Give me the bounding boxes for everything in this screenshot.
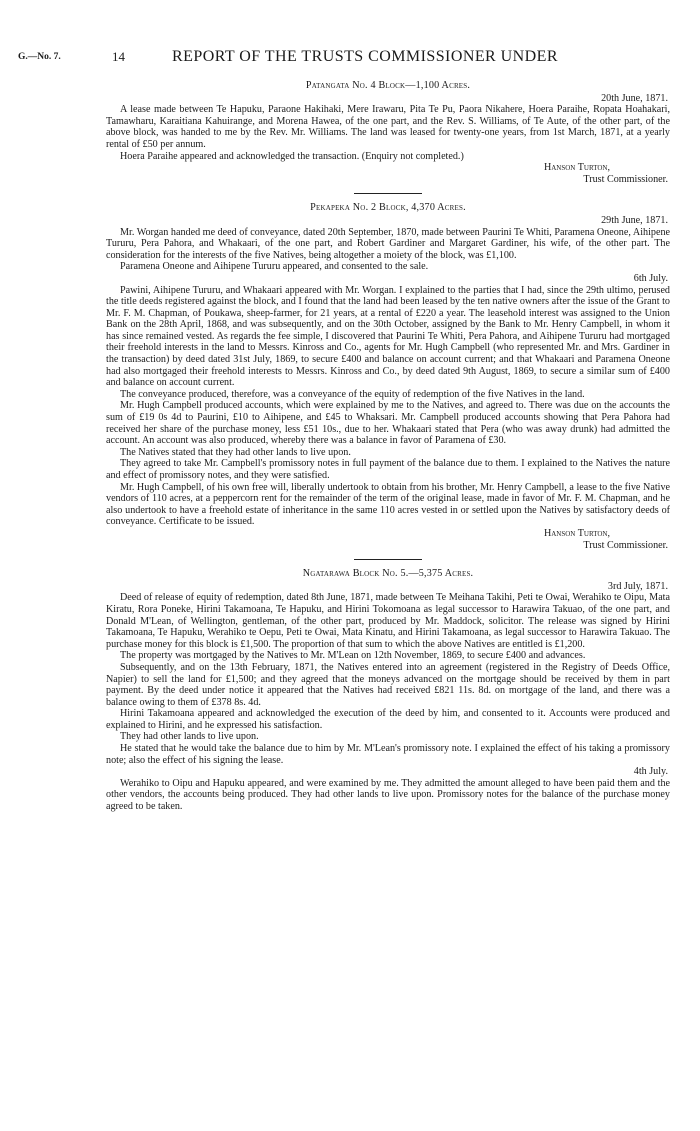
document-body: [106, 80, 670, 813]
entry-date: 29th June, 1871.: [601, 214, 668, 226]
paragraph: The Natives stated that they had other lands to live upon.: [120, 446, 351, 458]
paragraph: A lease made between Te Hapuku, Paraone Hakihaki, Mere Irawaru, Pita Te Pu, Paora Nikahere, Hoera Paraihe, Ropata Hoahakari, Tamawharu, Karaitiana Kahuirange, and Morena Hawea, of the one part, and the Rev. S. Williams, of Te Aute, of the other part, of the above block, was handed to me by the Rev. Mr. Williams. The land was leased for twenty-one years, from 1st March, 1871, at a yearly rental of £50 per annum.: [106, 104, 670, 150]
page-number: 14: [112, 49, 125, 64]
section-ngatarawa: [106, 568, 670, 812]
paragraph: The property was mortgaged by the Natives to Mr. M'Lean on 12th November, 1869, to secure £400 and advances.: [120, 650, 586, 662]
paragraph: He stated that he would take the balance due to him by Mr. M'Lean's promissory note. I explained the effect of his taking a promissory note; also the effect of his signing the lease.: [106, 743, 670, 766]
section-heading: Pekapeka No. 2 Block, 4,370 Acres.: [310, 202, 466, 214]
paragraph: Deed of release of equity of redemption, dated 8th June, 1871, made between Te Meihana Takihi, Peti te Owai, Werahiko te Oipu, Mata Kiratu, Rora Poneke, Hirini Takamoana, Te Hapuku, and Hirini Tokomoana as legal successor to Harawira Takuao, of the one part, and Donald M'Lean, of Wellington, gentleman, of the other part, produced by Mr. Maddock, solicitor. The release was signed by Hirini Takamoana, Te Hapuku, Werahiko te Oepu, Peti te Owai, Mata Kinatu, and Hirini Takamoana, as legal successor to Harawira Takuao. The purchase money for this block is £1,500. The proportion of that sum to which the above Natives are entitled is £1,200.: [106, 592, 670, 650]
paragraph: Mr. Worgan handed me deed of conveyance, dated 20th September, 1870, made between Paurini Te Whiti, Paramena Oneone, Aihipene Tururu, Pera Pahora, and Whakaari, of the one part, and Robert Gardiner and Margaret Gardiner, his wife, of the other part. The consideration for the interests of the five Natives, being altogether a moiety of the block, was £1,100.: [106, 226, 670, 261]
running-title: REPORT OF THE TRUSTS COMMISSIONER UNDER: [172, 48, 558, 65]
signature-block: [106, 528, 670, 551]
paragraph: The conveyance produced, therefore, was a conveyance of the equity of redemption of the five Natives in the land.: [120, 388, 585, 400]
paragraph: Pawini, Aihipene Tururu, and Whakaari appeared with Mr. Worgan. I explained to the parties that I had, since the 29th ultimo, perused the title deeds registered against the block, and I found that the land had been leased by the ten native owners after the issue of the Grant to Mr. F. M. Chapman, of Poukawa, sheep-farmer, for 21 years, at a rental of £220 a year. The leasehold interest was assigned to the Union Bank on the 28th April, 1868, and was subsequently, and on the 30th October, assigned by the Bank to Mr. Henry Campbell, in whom it has since remained vested. As regards the fee simple, I discovered that Paurini Te Whiti, Pera Pahora, and Aihipene Tururu had mortgaged their freehold interests in the land to Messrs. Kinross and Co., agents for Mr. Hugh Campbell (who represented Mr. and Mrs. Gardiner in the transaction) by deed dated 31st July, 1869, to secure £400 and balance on account current; and that Whakaari and Paramena Oneone had also mortgaged their freehold interests to Messrs. Kinross and Co., by deed dated 9th August, 1869, to secure a similar sum of £400 and balance on account current.: [106, 284, 670, 389]
paragraph: Hirini Takamoana appeared and acknowledged the execution of the deed by him, and consented to it. Accounts were produced and explained to Hirini, and he expressed his satisfaction.: [106, 708, 670, 731]
signatory-title: Trust Commissioner.: [583, 539, 668, 551]
section-divider: [354, 193, 422, 194]
paragraph: Mr. Hugh Campbell produced accounts, which were explained by me to the Natives, and agreed to. There was due on the accounts the sum of £19 0s 4d to Paurini, £10 to Aihipene, and £45 to Whaksari. Mr. Campbell produced accounts showing that Pera Pahora had received her share of the purchase money, less £51 10s., due to her. Whakaari stated that Pera (who was away drunk) had admitted the account. An account was also produced, whereby there was a balance in favor of Paramena of £30.: [106, 400, 670, 447]
entry-date: 3rd July, 1871.: [607, 580, 668, 592]
section-pekapeka: [106, 202, 670, 551]
paragraph: Subsequently, and on the 13th February, 1871, the Natives entered into an agreement (registered in the Registry of Deeds Office, Napier) to sell the land for £1,500; and they agreed that the moneys advanced on the mortgage should be received by them in part payment. By the deed under notice it appeared that the Natives had received £821 11s. 8d. on mortgage of the land, and there was a balance owing to them of £378 8s. 4d.: [106, 661, 670, 708]
paragraph: Mr. Hugh Campbell, of his own free will, liberally undertook to obtain from his brother, Mr. Henry Campbell, a lease to the five Native vendors of 110 acres, at a peppercorn rent for the remainder of the term of the original lease, made in favor of Mr. F. M. Chapman, and he also undertook to have a freehold estate of inheritance in the same 110 acres vested in or settled upon the Natives by satisfactory deeds of conveyance. Certificate to be issued.: [106, 481, 670, 528]
signature-block: [106, 162, 670, 185]
signatory-name: Hanson Turton,: [543, 527, 610, 539]
paragraph: Paramena Oneone and Aihipene Tururu appeared, and consented to the sale.: [120, 261, 429, 273]
section-heading: Patangata No. 4 Block—1,100 Acres.: [305, 80, 471, 91]
paragraph: Hoera Paraihe appeared and acknowledged the transaction. (Enquiry not completed.): [120, 150, 464, 162]
signatory-name: Hanson Turton,: [543, 162, 610, 174]
paragraph: They had other lands to live upon.: [120, 731, 259, 743]
paragraph: They agreed to take Mr. Campbell's promissory notes in full payment of the balance due to them. I explained to the Natives the nature and effect of promissory notes, and they were satisfied.: [106, 458, 670, 481]
page-header: [0, 48, 700, 68]
entry-date: 20th June, 1871.: [601, 92, 668, 104]
entry-date: 4th July.: [633, 766, 668, 778]
paragraph: Werahiko to Oipu and Hapuku appeared, and were examined by me. They admitted the amount alleged to have been paid them and the other vendors, the accounts being produced. They had other lands to live upon. Promissory notes for the balance of the purchase money agreed to be taken.: [106, 777, 670, 813]
entry-date: 6th July.: [633, 272, 668, 284]
section-heading: Ngatarawa Block No. 5.—5,375 Acres.: [302, 568, 474, 580]
signatory-title: Trust Commissioner.: [583, 173, 668, 185]
section-divider: [354, 559, 422, 560]
section-patangata: [106, 80, 670, 185]
document-reference: G.—No. 7.: [18, 52, 61, 62]
